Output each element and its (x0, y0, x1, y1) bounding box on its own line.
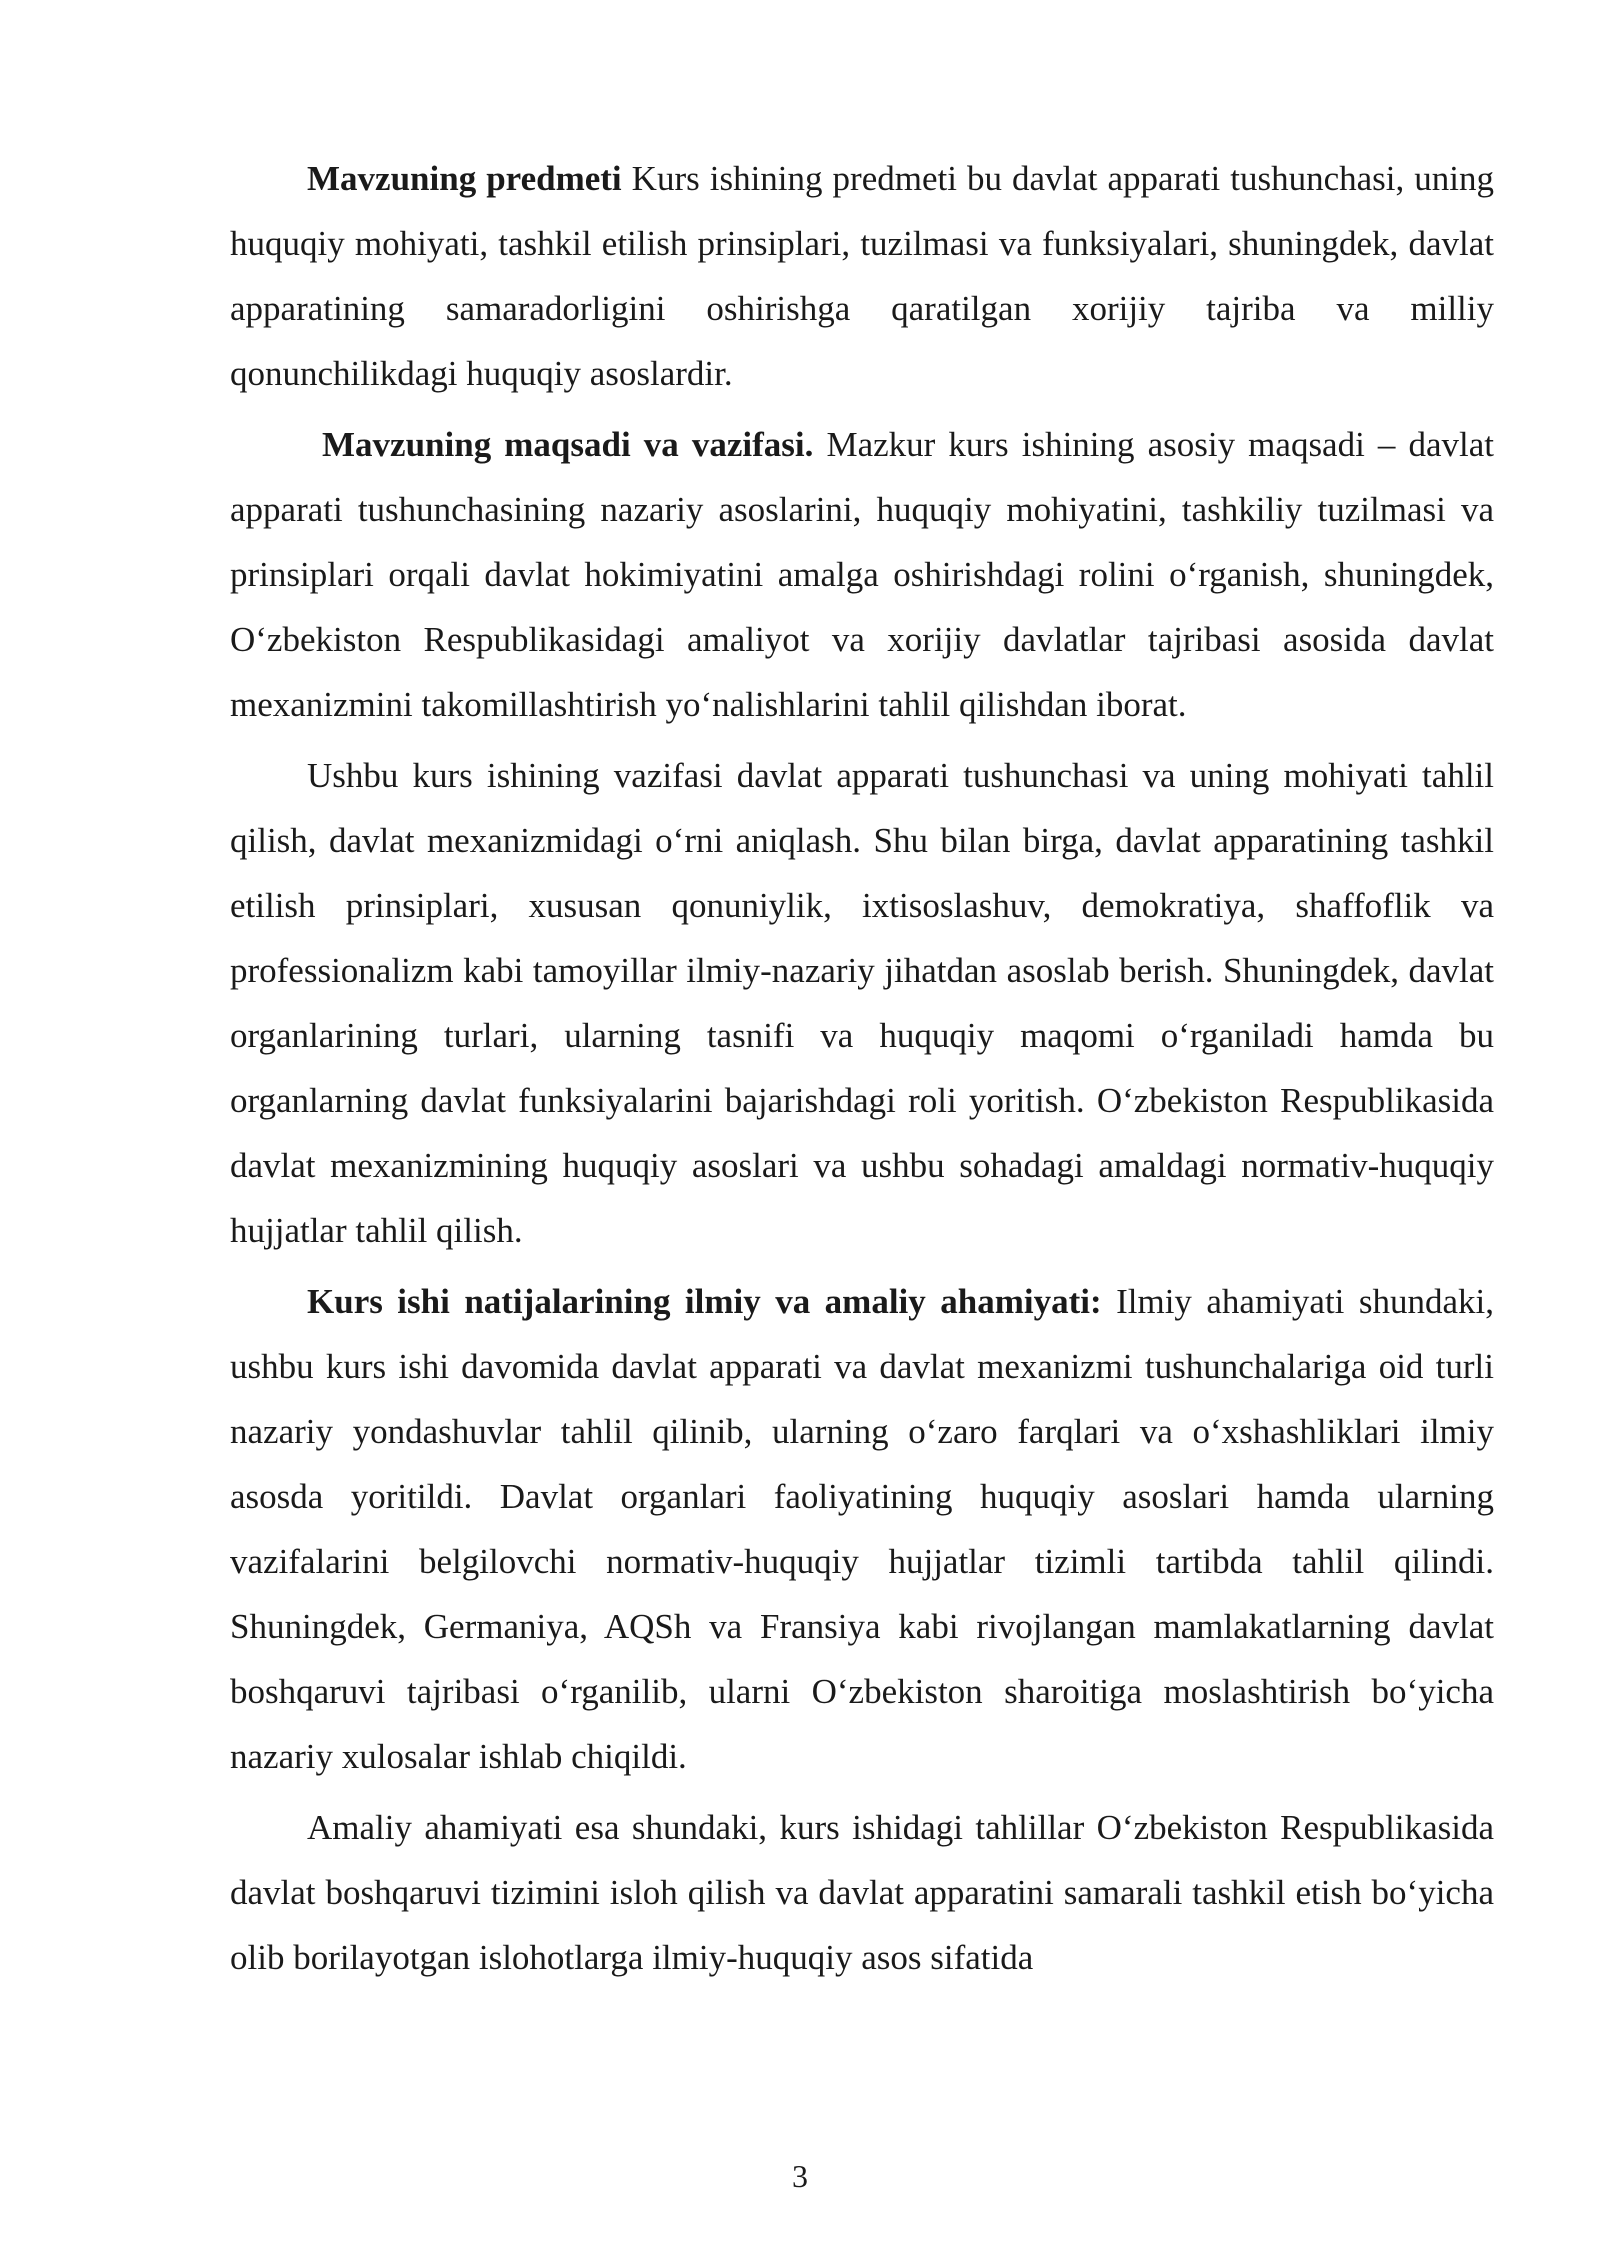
paragraph-significance (230, 1269, 1494, 1789)
paragraph-text: Mazkur kurs ishining asosiy maqsadi – davlat apparati tushunchasining nazariy asoslarini, huquqiy mohiyatini, tashkiliy tuzilmasi va prinsiplari orqali davlat hokimiyatini amalga oshirishdagi rolini oʻrganish, shuningdek, Oʻzbekiston Respublikasidagi amaliyot va xorijiy davlatlar tajribasi asosida davlat mexanizmini takomillashtirish yoʻnalishlarini tahlil qilishdan iborat. (230, 425, 1494, 724)
body-text (230, 146, 1494, 1996)
paragraph-subject (230, 146, 1494, 406)
paragraph-practical (230, 1795, 1494, 1990)
paragraph-text: Kurs ishining predmeti bu davlat apparati tushunchasi, uning huquqiy mohiyati, tashkil etilish prinsiplari, tuzilmasi va funksiyalari, shuningdek, davlat apparatining samaradorligini oshirishga qaratilgan xorijiy tajriba va milliy qonunchilikdagi huquqiy asoslardir. (230, 159, 1494, 393)
paragraph-heading: Mavzuning predmeti (307, 159, 622, 198)
paragraph-heading: Mavzuning maqsadi va vazifasi. (322, 425, 814, 464)
paragraph-tasks (230, 743, 1494, 1263)
page-number: 3 (792, 2158, 808, 2194)
paragraph-text: Ushbu kurs ishining vazifasi davlat apparati tushunchasi va uning mohiyati tahlil qilish, davlat mexanizmidagi oʻrni aniqlash. Shu bilan birga, davlat apparatining tashkil etilish prinsiplari, xususan qonuniylik, ixtisoslashuv, demokratiya, shaffoflik va professionalizm kabi tamoyillar ilmiy-nazariy jihatdan asoslab berish. Shuningdek, davlat organlarining turlari, ularning tasnifi va huquqiy maqomi oʻrganiladi hamda bu organlarning davlat funksiyalarini bajarishdagi roli yoritish. Oʻzbekiston Respublikasida davlat mexanizmining huquqiy asoslari va ushbu sohadagi amaldagi normativ-huquqiy hujjatlar tahlil qilish. (230, 756, 1494, 1250)
paragraph-text: Amaliy ahamiyati esa shundaki, kurs ishidagi tahlillar Oʻzbekiston Respublikasida davlat boshqaruvi tizimini isloh qilish va davlat apparatini samarali tashkil etish boʻyicha olib borilayotgan islohotlarga ilmiy-huquqiy asos sifatida (230, 1808, 1494, 1977)
paragraph-text: Ilmiy ahamiyati shundaki, ushbu kurs ishi davomida davlat apparati va davlat mexanizmi tushunchalariga oid turli nazariy yondashuvlar tahlil qilinib, ularning oʻzaro farqlari va oʻxshashliklari ilmiy asosda yoritildi. Davlat organlari faoliyatining huquqiy asoslari hamda ularning vazifalarini belgilovchi normativ-huquqiy hujjatlar tizimli tartibda tahlil qilindi. Shuningdek, Germaniya, AQSh va Fransiya kabi rivojlangan mamlakatlarning davlat boshqaruvi tajribasi oʻrganilib, ularni Oʻzbekiston sharoitiga moslashtirish boʻyicha nazariy xulosalar ishlab chiqildi. (230, 1282, 1494, 1776)
paragraph-heading: Kurs ishi natijalarining ilmiy va amaliy ahamiyati: (307, 1282, 1102, 1321)
paragraph-goal (230, 412, 1494, 737)
